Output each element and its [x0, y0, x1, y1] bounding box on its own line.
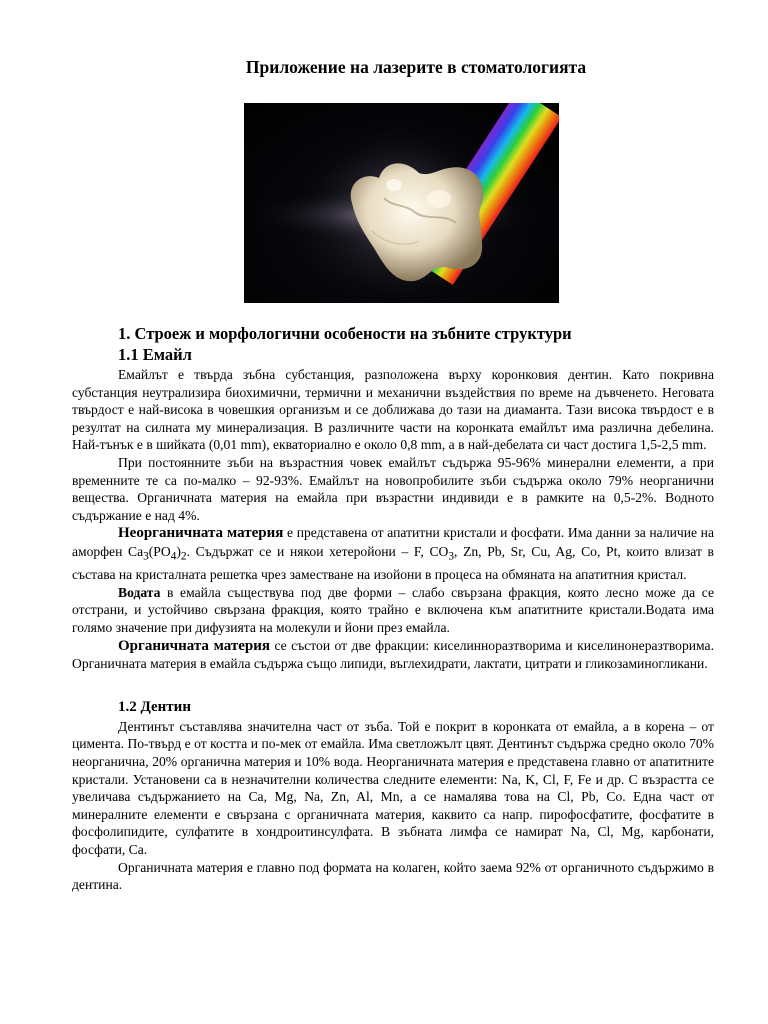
document-body — [72, 322, 714, 894]
subsection-heading-dentin: 1.2 Дентин — [118, 698, 191, 715]
paragraph-text: се състои от две фракции: киселинноразтворима и киселинонеразтворима. Органичната материя в емайла съдържа също липиди, въглехидрати, лактати, цитрати и гликозаминогликани. — [72, 637, 714, 672]
section-heading: 1. Строеж и морфологични особености на зъбните структури — [118, 324, 572, 343]
subscript: 2 — [180, 550, 187, 563]
paragraph-text: в емайла съществува под две форми – слабо свързана фракция, която лесно може да се отстрани, и устойчиво свързана фракция, която трайно е включена към апатитните кристали.Водата има голямо значение при дифузията на молекули и йони през емайла. — [72, 584, 714, 636]
document-title: Приложение на лазерите в стоматологията — [245, 57, 587, 77]
paragraph: Емайлът е твърда зъбна субстанция, разположена върху коронковия дентин. Като покривна субстанция неутрализира биохимични, термични и механични въздействия по време на дъвченето. Неговата твърдост е най-висока в човешкия организъм и се доближава до тази на диаманта. Тази висока твърдост е в резултат на силната му минерализация. В различните части на коронката емайлът има различна дебелина. Най-тънък е в шийката (0,01 mm), екваториално е около 0,8 mm, а в най-дебелата си част достига 1,5-2,5 mm. — [72, 367, 714, 453]
paragraph — [72, 584, 714, 637]
spacer — [72, 673, 714, 697]
paragraph-text: , Zn, Pb, Sr, Cu, Ag, Co, Pt, които влизат в състава на кристалната решетка чрез заместване на изойони в процеса на обмяната на апатитния кристал. — [72, 543, 714, 583]
paragraph-lead: Органичната материя — [118, 637, 271, 654]
paragraph: Дентинът съставлява значителна част от зъба. Той е покрит в коронката от емайла, а в корена – от цимента. По-твърд е от костта и по-мек от емайла. Има светложълт цвят. Дентинът съдържа средно около 70% неорганична, 20% органична материя и 10% вода. Неорганичната материя е представена главно от апатитните кристали. Установени са в незначителни количества следните елементи: Na, K, Cl, F, Fe и др. С възрастта се увеличава съдържанието на Ca, Mg, Na, Zn, Al, Mn, а се намалява това на Cl, Pb, Co. Една част от минералните елементи е свързана с органичната материя, каквито са напр. пирофосфатите, фосфатите в фосфолипидите, сулфатите в хондроитинсулфата. В зъбната лимфа се намират Na, Cl, Mg, карбонати, фосфати, Ca. — [72, 718, 714, 857]
paragraph — [72, 524, 714, 584]
paragraph-text: . Съдържат се и някои хетеройони – F, CO — [186, 543, 449, 559]
paragraph: При постоянните зъби на възрастния човек емайлът съдържа 95-96% минерални елементи, а при временните те са по-малко – 92-93%. Емайлът на новопробилите зъби съдържа около 79% неорганични вещества. Органичната материя на емайла при възрастни индивиди е в рамките на 0,5-2%. Водното съдържание е над 4%. — [72, 454, 714, 523]
paragraph-text: е представена от апатитни кристали и фосфати. Има данни за наличие на аморфен Ca — [72, 525, 714, 559]
paragraph: Органичната материя е главно под формата на колаген, който заема 92% от органичното съдържимо в дентина. — [72, 859, 714, 893]
subscript: 4 — [170, 550, 177, 563]
subscript: 3 — [143, 550, 149, 563]
paragraph-text: (PO — [148, 543, 171, 559]
subsection-heading-enamel: 1.1 Емайл — [118, 345, 192, 364]
tooth-laser-image — [244, 103, 559, 303]
paragraph-lead: Неорганичната материя — [118, 525, 284, 542]
subscript: 3 — [448, 550, 455, 563]
paragraph-text: ) — [176, 543, 181, 559]
paragraph — [72, 637, 714, 673]
paragraph-lead: Водата — [118, 584, 161, 600]
